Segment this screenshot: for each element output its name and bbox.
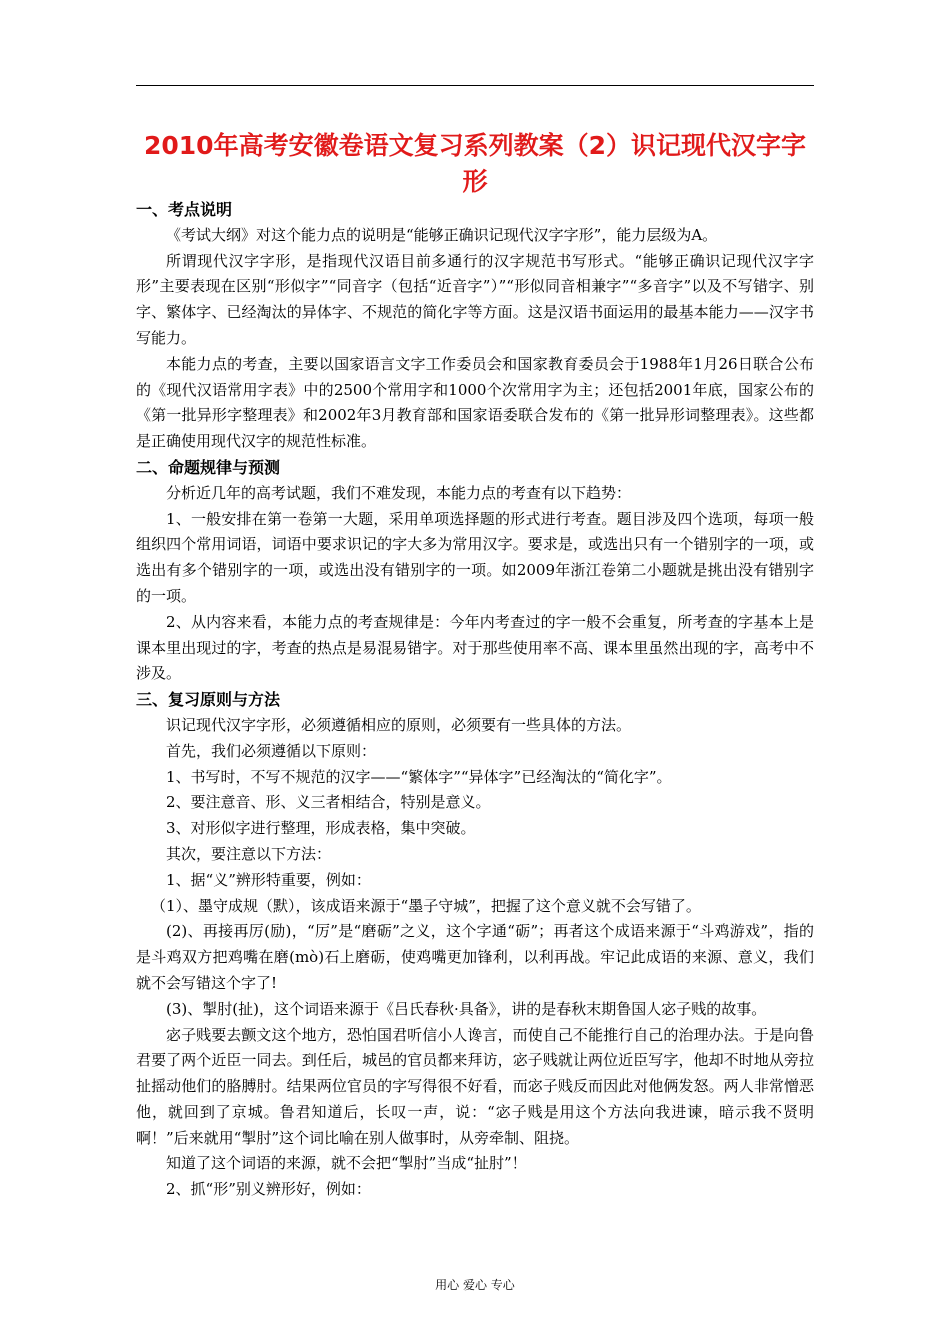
example-item: (2)、再接再厉(励)，“厉”是“磨砺”之义，这个字通“砺”；再者这个成语来源于“斗鸡游戏”，指的是斗鸡双方把鸡嘴在磨(mò)石上磨砺，使鸡嘴更加锋利，以利再战。牢记此成语的来源、意义，我们就不会写错这个字了! bbox=[136, 922, 814, 992]
paragraph: 其次，要注意以下方法： bbox=[166, 844, 332, 863]
paragraph: 知道了这个词语的来源，就不会把“掣肘”当成“扯肘”！ bbox=[166, 1154, 527, 1173]
paragraph: 1、一般安排在第一卷第一大题，采用单项选择题的形式进行考查。题目涉及四个选项，每项一般组织四个常用词语，词语中要求识记的字大多为常用汉字。要求是，或选出只有一个错别字的一项，或选出有多个错别字的一项，或选出没有错别字的一项。如2009年浙江卷第二小题就是挑出没有错别字的一项。 bbox=[136, 509, 814, 605]
paragraph: 所谓现代汉字字形，是指现代汉语目前多通行的汉字规范书写形式。“能够正确识记现代汉字字形”主要表现在区别“形似字”“同音字（包括“近音字”）”“形似同音相兼字”“多音字”以及不写错字、别字、繁体字、已经淘汰的异体字、不规范的简化字等方面。这是汉语书面运用的最基本能力——汉字书写能力。 bbox=[136, 251, 814, 347]
paragraph: 分析近几年的高考试题，我们不难发现，本能力点的考查有以下趋势： bbox=[166, 483, 632, 502]
paragraph: 2、要注意音、形、义三者相结合，特别是意义。 bbox=[166, 793, 491, 812]
paragraph: 1、书写时，不写不规范的汉字——“繁体字”“异体字”已经淘汰的“简化字”。 bbox=[166, 767, 672, 786]
example-item: （1）、墨守成规（默），该成语来源于“墨子守城”，把握了这个意义就不会写错了。 bbox=[151, 896, 701, 915]
document-body bbox=[136, 197, 814, 1203]
section-heading-1: 一、考点说明 bbox=[136, 200, 233, 219]
section-heading-2: 二、命题规律与预测 bbox=[136, 457, 281, 477]
paragraph: 首先，我们必须遵循以下原则： bbox=[166, 741, 377, 760]
paragraph: 识记现代汉字字形，必须遵循相应的原则，必须要有一些具体的方法。 bbox=[166, 715, 632, 734]
paragraph: 《考试大纲》对这个能力点的说明是“能够正确识记现代汉字字形”，能力层级为A。 bbox=[166, 225, 718, 244]
paragraph: 宓子贱要去颤文这个地方，恐怕国君听信小人谗言，而使自己不能推行自己的治理办法。于是向鲁君要了两个近臣一同去。到任后，城邑的官员都来拜访，宓子贱就让两位近臣写字，他却不时地从旁拉扯摇动他们的胳膊肘。结果两位官员的字写得很不好看，而宓子贱反而因此对他俩发怒。两人非常憎恶他，就回到了京城。鲁君知道后，长叹一声，说：“宓子贱是用这个方法向我进谏，暗示我不贤明啊！”后来就用“掣肘”这个词比喻在别人做事时，从旁牵制、阻挠。 bbox=[136, 1025, 814, 1147]
paragraph: 3、对形似字进行整理，形成表格，集中突破。 bbox=[166, 819, 476, 838]
paragraph: 2、从内容来看，本能力点的考查规律是：今年内考查过的字一般不会重复，所考查的字基本上是课本里出现过的字，考查的热点是易混易错字。对于那些使用率不高、课本里虽然出现的字，高考中不涉及。 bbox=[136, 612, 814, 683]
paragraph: 本能力点的考查，主要以国家语言文字工作委员会和国家教育委员会于1988年1月26日联合公布的《现代汉语常用字表》中的2500个常用字和1000个次常用字为主；还包括2001年底，国家公布的《第一批异形字整理表》和2002年3月教育部和国家语委联合发布的《第一批异形词整理表》。这些都是正确使用现代汉字的规范性标准。 bbox=[136, 354, 814, 451]
document-title: 2010年高考安徽卷语文复习系列教案（2）识记现代汉字字形 bbox=[144, 131, 806, 196]
paragraph: 1、据“义”辨形特重要，例如： bbox=[166, 870, 371, 889]
example-item: (3)、掣肘(扯)，这个词语来源于《吕氏春秋·具备》，讲的是春秋末期鲁国人宓子贱的故事。 bbox=[166, 999, 767, 1018]
section-heading-3: 三、复习原则与方法 bbox=[136, 690, 281, 710]
header-rule bbox=[136, 85, 814, 86]
page-footer: 用心 爱心 专心 bbox=[435, 1278, 515, 1292]
paragraph: 2、抓“形”别义辨形好，例如： bbox=[166, 1180, 371, 1199]
